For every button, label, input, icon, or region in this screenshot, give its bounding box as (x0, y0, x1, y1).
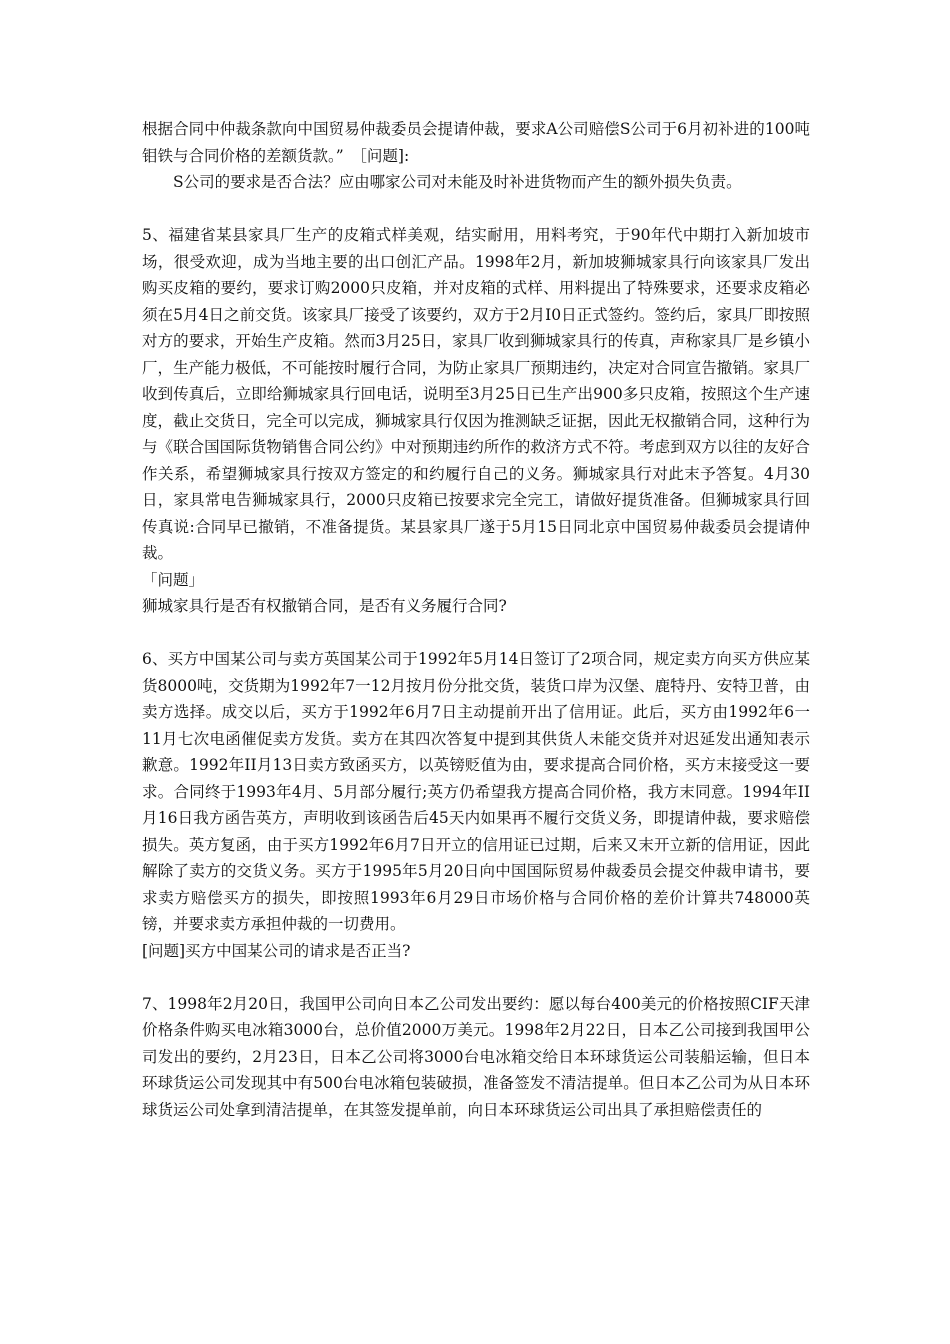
document-page (142, 116, 810, 1123)
paragraph-gap (142, 196, 810, 223)
paragraph-gap (142, 620, 810, 647)
case-4-question: S公司的要求是否合法？应由哪家公司对未能及时补进货物而产生的额外损失负责。 (173, 173, 742, 191)
case-5-body: 5、福建省某县家具厂生产的皮箱式样美观，结实耐用，用料考究，于90年代中期打入新加坡市场，很受欢迎，成为当地主要的出口创汇产品。1998年2月，新加坡狮城家具行向该家具厂发出购买皮箱的要约，要求订购2000只皮箱，并对皮箱的式样、用料提出了特殊要求，还要求皮箱必须在5月4日之前交货。该家具厂接受了该要约，双方于2月I0日正式签约。签约后，家具厂即按照对方的要求，开始生产皮箱。然而3月25日，家具厂收到狮城家具行的传真，声称家具厂是乡镇小厂，生产能力极低，不可能按时履行合同，为防止家具厂预期违约，决定对合同宣告撤销。家具厂收到传真后，立即给狮城家具行回电话，说明至3月25日已生产出900多只皮箱，按照这个生产速度，截止交货日，完全可以完成，狮城家具行仅因为推测缺乏证据，因此无权撤销合同，这种行为与《联合国国际货物销售合同公约》中对预期违约所作的救济方式不符。考虑到双方以往的友好合作关系，希望狮城家具行按双方签定的和约履行自己的义务。狮城家具行对此末予答复。4月30日，家具常电告狮城家具行，2000只皮箱已按要求完全完工，请做好提货准备。但狮城家具行回传真说:合同早已撤销，不准备提货。某县家具厂遂于5月15日同北京中国贸易仲裁委员会提请仲裁。 (142, 226, 810, 562)
case-5-question: 狮城家具行是否有权撤销合同，是否有义务履行合同? (142, 597, 507, 615)
case-5-question-label: 「问题」 (142, 570, 205, 589)
case-4-tail: 根据合同中仲裁条款向中国贸易仲裁委员会提请仲裁，要求A公司赔偿S公司于6月初补进的100吨钼铁与合同价格的差额货款。” ［问题]: (142, 120, 810, 165)
case-6-body: 6、买方中国某公司与卖方英国某公司于1992年5月14日签订了2项合同，规定卖方向买方供应某货8000吨，交货期为1992年7一12月按月份分批交货，装货口岸为汉堡、鹿特丹、安特卫普，由卖方选择。成交以后，买方于1992年6月7日主动提前开出了信用证。此后，买方由1992年6一11月七次电函催促卖方发货。卖方在其四次答复中提到其供货人未能交货并对迟延发出通知表示歉意。1992年II月13日卖方致函买方，以英镑贬值为由，要求提高合同价格，买方末接受这一要求。合同终于1993年4月、5月部分履行;英方仍希望我方提高合同价格，我方末同意。1994年II月16日我方函告英方，声明收到该函告后45天内如果再不履行交货义务，即提请仲裁，要求赔偿损失。英方复函，由于买方1992年6月7日开立的信用证已过期，后来又末开立新的信用证，因此解除了卖方的交货义务。买方于1995年5月20日向中国国际贸易仲裁委员会提交仲裁申请书，要求卖方赔偿买方的损失，即按照1993年6月29日市场价格与合同价格的差价计算共748000英镑，并要求卖方承担仲裁的一切费用。 (142, 650, 810, 933)
case-6-question: [问题]买方中国某公司的请求是否正当? (142, 941, 411, 960)
case-7-body: 7、1998年2月20日，我国甲公司向日本乙公司发出要约：愿以每台400美元的价格按照CIF天津价格条件购买电冰箱3000台，总价值2000万美元。1998年2月22日，日本乙公司接到我国甲公司发出的要约，2月23日，日本乙公司将3000台电冰箱交给日本环球货运公司装船运输，但日本环球货运公司发现其中有500台电冰箱包装破损，准备签发不清洁提单。但日本乙公司为从日本环球货运公司处拿到清洁提单，在其签发提单前，向日本环球货运公司出具了承担赔偿责任的 (142, 994, 810, 1119)
paragraph-gap (142, 964, 810, 991)
